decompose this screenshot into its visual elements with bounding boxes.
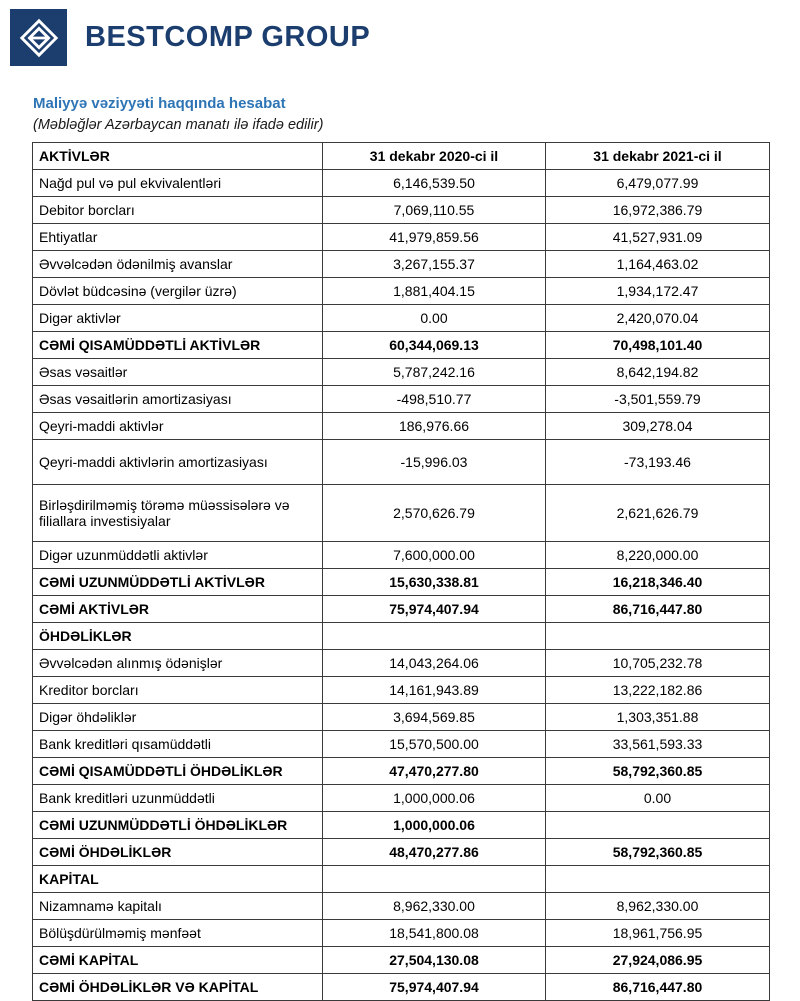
table-row xyxy=(33,278,770,305)
row-label: Debitor borcları xyxy=(33,197,323,224)
row-label: Dövlət büdcəsinə (vergilər üzrə) xyxy=(33,278,323,305)
value-2021: 16,218,346.40 xyxy=(546,569,770,596)
table-row xyxy=(33,677,770,704)
value-2020: 186,976.66 xyxy=(323,413,546,440)
value-2020: 3,694,569.85 xyxy=(323,704,546,731)
table-row xyxy=(33,305,770,332)
row-label: CƏMİ QISAMÜDDƏTLİ AKTİVLƏR xyxy=(33,332,323,359)
value-2020: 0.00 xyxy=(323,305,546,332)
table-row xyxy=(33,224,770,251)
value-2021: 1,303,351.88 xyxy=(546,704,770,731)
value-2021: 1,164,463.02 xyxy=(546,251,770,278)
value-2020: 2,570,626.79 xyxy=(323,485,546,542)
value-2020: 48,470,277.86 xyxy=(323,839,546,866)
row-label: Bank kreditləri uzunmüddətli xyxy=(33,785,323,812)
row-label: Digər öhdəliklər xyxy=(33,704,323,731)
row-label: Bölüşdürülməmiş mənfəət xyxy=(33,920,323,947)
table-header xyxy=(33,143,770,170)
value-2021: 33,561,593.33 xyxy=(546,731,770,758)
value-2020: -15,996.03 xyxy=(323,440,546,485)
page-title: Maliyyə vəziyyəti haqqında hesabat xyxy=(33,95,286,112)
value-2020: 7,069,110.55 xyxy=(323,197,546,224)
brand-name: BESTCOMP GROUP xyxy=(85,21,371,53)
table-row xyxy=(33,947,770,974)
value-2021 xyxy=(546,623,770,650)
table-row xyxy=(33,251,770,278)
value-2021: 2,420,070.04 xyxy=(546,305,770,332)
row-label: Qeyri-maddi aktivlər xyxy=(33,413,323,440)
value-2021: 58,792,360.85 xyxy=(546,758,770,785)
value-2020: 1,881,404.15 xyxy=(323,278,546,305)
value-2021: 309,278.04 xyxy=(546,413,770,440)
row-label: Əsas vəsaitlərin amortizasiyası xyxy=(33,386,323,413)
value-2020: 8,962,330.00 xyxy=(323,893,546,920)
table-row xyxy=(33,197,770,224)
table-row xyxy=(33,623,770,650)
header-row xyxy=(33,143,770,170)
value-2020 xyxy=(323,866,546,893)
row-label: Nizamnamə kapitalı xyxy=(33,893,323,920)
row-label: Nağd pul və pul ekvivalentləri xyxy=(33,170,323,197)
value-2020: 3,267,155.37 xyxy=(323,251,546,278)
value-2021: 41,527,931.09 xyxy=(546,224,770,251)
value-2020: 75,974,407.94 xyxy=(323,974,546,1001)
value-2020: 6,146,539.50 xyxy=(323,170,546,197)
table-row xyxy=(33,839,770,866)
table-row xyxy=(33,812,770,839)
row-label: KAPİTAL xyxy=(33,866,323,893)
table-row xyxy=(33,596,770,623)
value-2021: 2,621,626.79 xyxy=(546,485,770,542)
value-2021: 0.00 xyxy=(546,785,770,812)
table-row xyxy=(33,704,770,731)
value-2020: 1,000,000.06 xyxy=(323,812,546,839)
row-label: Ehtiyatlar xyxy=(33,224,323,251)
value-2021: 8,962,330.00 xyxy=(546,893,770,920)
value-2021: 27,924,086.95 xyxy=(546,947,770,974)
row-label: CƏMİ QISAMÜDDƏTLİ ÖHDƏLİKLƏR xyxy=(33,758,323,785)
value-2020: 1,000,000.06 xyxy=(323,785,546,812)
table-row xyxy=(33,569,770,596)
value-2020: 75,974,407.94 xyxy=(323,596,546,623)
value-2021: 6,479,077.99 xyxy=(546,170,770,197)
header-assets: AKTİVLƏR xyxy=(33,143,323,170)
table-body xyxy=(33,170,770,1001)
value-2020: 5,787,242.16 xyxy=(323,359,546,386)
table-row xyxy=(33,413,770,440)
value-2021: 1,934,172.47 xyxy=(546,278,770,305)
table-row xyxy=(33,386,770,413)
row-label: Əsas vəsaitlər xyxy=(33,359,323,386)
row-label: Kreditor borcları xyxy=(33,677,323,704)
value-2020: 14,043,264.06 xyxy=(323,650,546,677)
table-row xyxy=(33,731,770,758)
value-2020: 18,541,800.08 xyxy=(323,920,546,947)
value-2020: 14,161,943.89 xyxy=(323,677,546,704)
table-row xyxy=(33,542,770,569)
row-label: CƏMİ ÖHDƏLİKLƏR VƏ KAPİTAL xyxy=(33,974,323,1001)
value-2020: 47,470,277.80 xyxy=(323,758,546,785)
row-label: Digər uzunmüddətli aktivlər xyxy=(33,542,323,569)
value-2020: 15,570,500.00 xyxy=(323,731,546,758)
table-row xyxy=(33,758,770,785)
page-subtitle: (Məbləğlər Azərbaycan manatı ilə ifadə edilir) xyxy=(33,117,324,133)
row-label: CƏMİ UZUNMÜDDƏTLİ AKTİVLƏR xyxy=(33,569,323,596)
value-2020: -498,510.77 xyxy=(323,386,546,413)
row-label: CƏMİ AKTİVLƏR xyxy=(33,596,323,623)
value-2021: 86,716,447.80 xyxy=(546,596,770,623)
table-row xyxy=(33,440,770,485)
row-label: Digər aktivlər xyxy=(33,305,323,332)
row-label: Əvvəlcədən ödənilmiş avanslar xyxy=(33,251,323,278)
row-label: CƏMİ ÖHDƏLİKLƏR xyxy=(33,839,323,866)
table-row xyxy=(33,650,770,677)
row-label: Bank kreditləri qısamüddətli xyxy=(33,731,323,758)
table-row xyxy=(33,485,770,542)
table-row xyxy=(33,332,770,359)
value-2021: 70,498,101.40 xyxy=(546,332,770,359)
value-2021: 10,705,232.78 xyxy=(546,650,770,677)
financial-table xyxy=(32,142,770,1001)
row-label: ÖHDƏLİKLƏR xyxy=(33,623,323,650)
value-2021 xyxy=(546,866,770,893)
value-2020: 27,504,130.08 xyxy=(323,947,546,974)
row-label: Birləşdirilməmiş törəmə müəssisələrə və filiallara investisiyalar xyxy=(33,485,323,542)
value-2021: 8,220,000.00 xyxy=(546,542,770,569)
table-row xyxy=(33,974,770,1001)
value-2021: 86,716,447.80 xyxy=(546,974,770,1001)
table-row xyxy=(33,893,770,920)
row-label: CƏMİ UZUNMÜDDƏTLİ ÖHDƏLİKLƏR xyxy=(33,812,323,839)
header-2020: 31 dekabr 2020-ci il xyxy=(323,143,546,170)
table-row xyxy=(33,785,770,812)
header-2021: 31 dekabr 2021-ci il xyxy=(546,143,770,170)
value-2021: 13,222,182.86 xyxy=(546,677,770,704)
table-row xyxy=(33,170,770,197)
value-2021: 8,642,194.82 xyxy=(546,359,770,386)
brand-header xyxy=(0,0,800,66)
row-label: Əvvəlcədən alınmış ödənişlər xyxy=(33,650,323,677)
value-2021 xyxy=(546,812,770,839)
value-2021: 18,961,756.95 xyxy=(546,920,770,947)
row-label: Qeyri-maddi aktivlərin amortizasiyası xyxy=(33,440,323,485)
table-row xyxy=(33,920,770,947)
value-2020: 41,979,859.56 xyxy=(323,224,546,251)
value-2021: -73,193.46 xyxy=(546,440,770,485)
value-2020: 60,344,069.13 xyxy=(323,332,546,359)
value-2021: 16,972,386.79 xyxy=(546,197,770,224)
table-row xyxy=(33,866,770,893)
table-row xyxy=(33,359,770,386)
value-2020 xyxy=(323,623,546,650)
bestcomp-diamond-logo-icon xyxy=(18,17,60,59)
value-2020: 15,630,338.81 xyxy=(323,569,546,596)
brand-logo xyxy=(10,9,67,66)
value-2021: -3,501,559.79 xyxy=(546,386,770,413)
value-2021: 58,792,360.85 xyxy=(546,839,770,866)
value-2020: 7,600,000.00 xyxy=(323,542,546,569)
row-label: CƏMİ KAPİTAL xyxy=(33,947,323,974)
